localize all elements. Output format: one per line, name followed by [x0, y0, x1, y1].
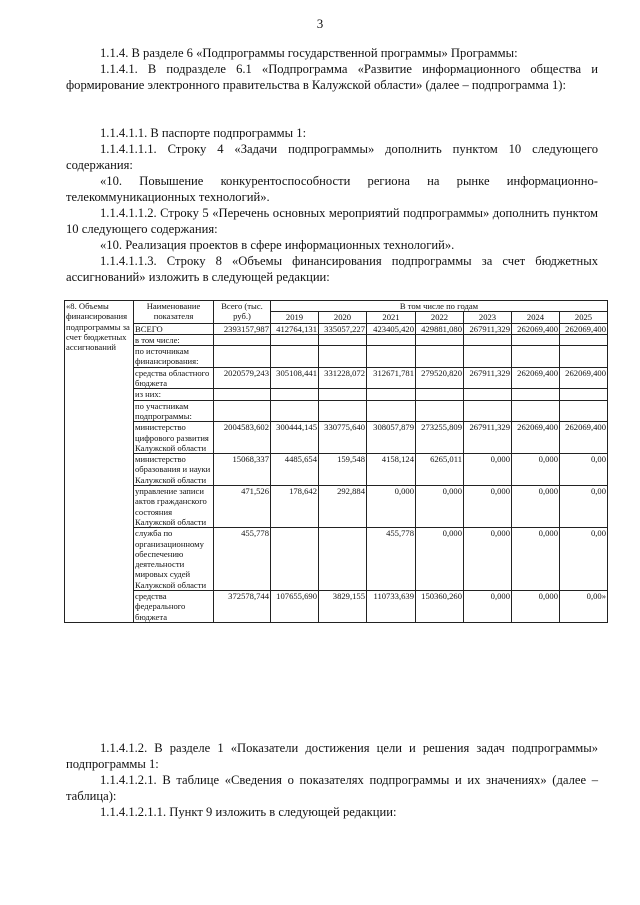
year-value-cell — [271, 528, 319, 591]
total-cell: 455,778 — [214, 528, 271, 591]
year-value-cell — [416, 389, 464, 400]
year-value-cell: 262069,400 — [560, 323, 608, 334]
total-cell: 2020579,243 — [214, 367, 271, 389]
year-value-cell: 0,000 — [416, 528, 464, 591]
year-value-cell — [464, 389, 512, 400]
row-label-cell: «8. Объемы финансирования подпрограммы за счет бюджетных ассигнований — [65, 301, 134, 623]
year-value-cell — [464, 400, 512, 422]
year-value-cell: 429881,080 — [416, 323, 464, 334]
header-years-group: В том числе по годам — [271, 301, 608, 312]
total-cell: 372578,744 — [214, 591, 271, 623]
year-value-cell: 0,00» — [560, 591, 608, 623]
table-row — [65, 486, 608, 528]
indicator-name-cell: ВСЕГО — [134, 323, 214, 334]
total-cell: 15068,337 — [214, 454, 271, 486]
table-row — [65, 346, 608, 368]
year-value-cell: 267911,329 — [464, 367, 512, 389]
year-value-cell — [271, 400, 319, 422]
year-value-cell: 6265,011 — [416, 454, 464, 486]
table-header-row — [65, 301, 608, 312]
paragraph-item-9: 1.1.4.1.2.1.1. Пункт 9 изложить в следующей редакции: — [100, 805, 397, 819]
header-total: Всего (тыс. руб.) — [214, 301, 271, 324]
financing-table-body — [65, 301, 608, 623]
total-cell — [214, 346, 271, 368]
paragraph-row-8: 1.1.4.1.1.3. Строку 8 «Объемы финансирования подпрограммы за счет бюджетных ассигнований» изложить в следующей редакции: — [66, 254, 598, 284]
year-value-cell: 267911,329 — [464, 323, 512, 334]
year-value-cell: 159,548 — [319, 454, 367, 486]
year-value-cell: 0,000 — [464, 454, 512, 486]
year-value-cell — [319, 400, 367, 422]
paragraph-1-1-4: 1.1.4. В разделе 6 «Подпрограммы государственной программы» Программы: — [100, 46, 518, 60]
total-cell: 471,526 — [214, 486, 271, 528]
year-value-cell: 305108,441 — [271, 367, 319, 389]
paragraph-task-10: «10. Повышение конкурентоспособности региона на рынке информационно-телекоммуникационных технологий». — [66, 174, 598, 204]
indicator-name-cell: по источникам финансирования: — [134, 346, 214, 368]
year-value-cell: 292,884 — [319, 486, 367, 528]
year-value-cell: 0,000 — [512, 528, 560, 591]
table-row — [65, 323, 608, 334]
total-cell — [214, 389, 271, 400]
year-value-cell — [271, 389, 319, 400]
header-year: 2021 — [367, 312, 416, 323]
year-value-cell: 0,00 — [560, 486, 608, 528]
paragraph-row-5: 1.1.4.1.1.2. Строку 5 «Перечень основных мероприятий подпрограммы» дополнить пунктом 10 следующего содержания: — [66, 206, 598, 236]
paragraph-section-1: 1.1.4.1.2. В разделе 1 «Показатели достижения цели и решения задач подпрограммы» подпрограммы 1: — [66, 741, 598, 771]
header-year: 2022 — [416, 312, 464, 323]
year-value-cell: 0,000 — [464, 591, 512, 623]
total-cell: 2004583,602 — [214, 422, 271, 454]
year-value-cell: 300444,145 — [271, 422, 319, 454]
year-value-cell: 412764,131 — [271, 323, 319, 334]
year-value-cell: 0,000 — [512, 591, 560, 623]
year-value-cell — [271, 346, 319, 368]
financing-table — [64, 300, 608, 623]
total-cell — [214, 334, 271, 345]
table-row — [65, 389, 608, 400]
year-value-cell: 262069,400 — [512, 367, 560, 389]
year-value-cell: 312671,781 — [367, 367, 416, 389]
year-value-cell — [271, 334, 319, 345]
year-value-cell: 0,000 — [512, 486, 560, 528]
paragraph-1-1-4-1: 1.1.4.1. В подразделе 6.1 «Подпрограмма «Развитие информационного общества и формирование электронного правительства в Калужской области» (далее – подпрограмма 1): — [66, 62, 598, 92]
year-value-cell: 330775,640 — [319, 422, 367, 454]
year-value-cell: 262069,400 — [512, 422, 560, 454]
year-value-cell — [560, 400, 608, 422]
year-value-cell — [319, 334, 367, 345]
year-value-cell: 150360,260 — [416, 591, 464, 623]
header-year: 2024 — [512, 312, 560, 323]
year-value-cell — [512, 389, 560, 400]
indicator-name-cell: средства федерального бюджета — [134, 591, 214, 623]
indicator-name-cell: управление записи актов гражданского состояния Калужской области — [134, 486, 214, 528]
year-value-cell: 262069,400 — [560, 422, 608, 454]
year-value-cell: 455,778 — [367, 528, 416, 591]
year-value-cell — [512, 334, 560, 345]
year-value-cell — [512, 346, 560, 368]
year-value-cell: 4485,654 — [271, 454, 319, 486]
header-indicator: Наименование показателя — [134, 301, 214, 324]
year-value-cell: 279520,820 — [416, 367, 464, 389]
year-value-cell: 0,00 — [560, 528, 608, 591]
table-row — [65, 528, 608, 591]
indicator-name-cell: из них: — [134, 389, 214, 400]
table-row — [65, 422, 608, 454]
year-value-cell: 3829,155 — [319, 591, 367, 623]
year-value-cell: 0,000 — [512, 454, 560, 486]
header-year: 2020 — [319, 312, 367, 323]
year-value-cell: 0,000 — [464, 528, 512, 591]
year-value-cell: 178,642 — [271, 486, 319, 528]
year-value-cell — [512, 400, 560, 422]
paragraph-passport: 1.1.4.1.1. В паспорте подпрограммы 1: — [100, 126, 307, 140]
year-value-cell: 267911,329 — [464, 422, 512, 454]
table-row — [65, 591, 608, 623]
total-cell — [214, 400, 271, 422]
year-value-cell — [560, 334, 608, 345]
year-value-cell — [367, 334, 416, 345]
year-value-cell: 0,000 — [367, 486, 416, 528]
year-value-cell — [367, 346, 416, 368]
year-value-cell — [367, 400, 416, 422]
year-value-cell: 0,000 — [416, 486, 464, 528]
indicator-name-cell: средства областного бюджета — [134, 367, 214, 389]
year-value-cell — [319, 389, 367, 400]
indicator-name-cell: министерство образования и науки Калужской области — [134, 454, 214, 486]
year-value-cell: 4158,124 — [367, 454, 416, 486]
year-value-cell: 107655,690 — [271, 591, 319, 623]
year-value-cell — [560, 389, 608, 400]
table-row — [65, 334, 608, 345]
year-value-cell: 0,00 — [560, 454, 608, 486]
year-value-cell — [464, 334, 512, 345]
paragraph-table-info: 1.1.4.1.2.1. В таблице «Сведения о показателях подпрограммы и их значениях» (далее – таблица): — [66, 773, 598, 803]
year-value-cell — [367, 389, 416, 400]
year-value-cell — [416, 400, 464, 422]
total-cell: 2393157,987 — [214, 323, 271, 334]
paragraph-measure-10: «10. Реализация проектов в сфере информационных технологий». — [100, 238, 455, 252]
year-value-cell — [464, 346, 512, 368]
table-row — [65, 400, 608, 422]
paragraph-row-4: 1.1.4.1.1.1. Строку 4 «Задачи подпрограммы» дополнить пунктом 10 следующего содержания: — [66, 142, 598, 172]
year-value-cell: 331228,072 — [319, 367, 367, 389]
year-value-cell — [416, 346, 464, 368]
year-value-cell — [319, 346, 367, 368]
year-value-cell — [560, 346, 608, 368]
year-value-cell: 262069,400 — [512, 323, 560, 334]
year-value-cell: 423405,420 — [367, 323, 416, 334]
year-value-cell — [319, 528, 367, 591]
header-year: 2025 — [560, 312, 608, 323]
year-value-cell: 0,000 — [464, 486, 512, 528]
indicator-name-cell: служба по организационному обеспечению деятельности мировых судей Калужской области — [134, 528, 214, 591]
year-value-cell: 335057,227 — [319, 323, 367, 334]
year-value-cell: 273255,809 — [416, 422, 464, 454]
indicator-name-cell: по участникам подпрограммы: — [134, 400, 214, 422]
indicator-name-cell: министерство цифрового развития Калужской области — [134, 422, 214, 454]
year-value-cell: 262069,400 — [560, 367, 608, 389]
year-value-cell: 308057,879 — [367, 422, 416, 454]
table-row — [65, 367, 608, 389]
header-year: 2023 — [464, 312, 512, 323]
year-value-cell: 110733,639 — [367, 591, 416, 623]
table-row — [65, 454, 608, 486]
page-number: 3 — [316, 16, 324, 31]
indicator-name-cell: в том числе: — [134, 334, 214, 345]
year-value-cell — [416, 334, 464, 345]
header-year: 2019 — [271, 312, 319, 323]
